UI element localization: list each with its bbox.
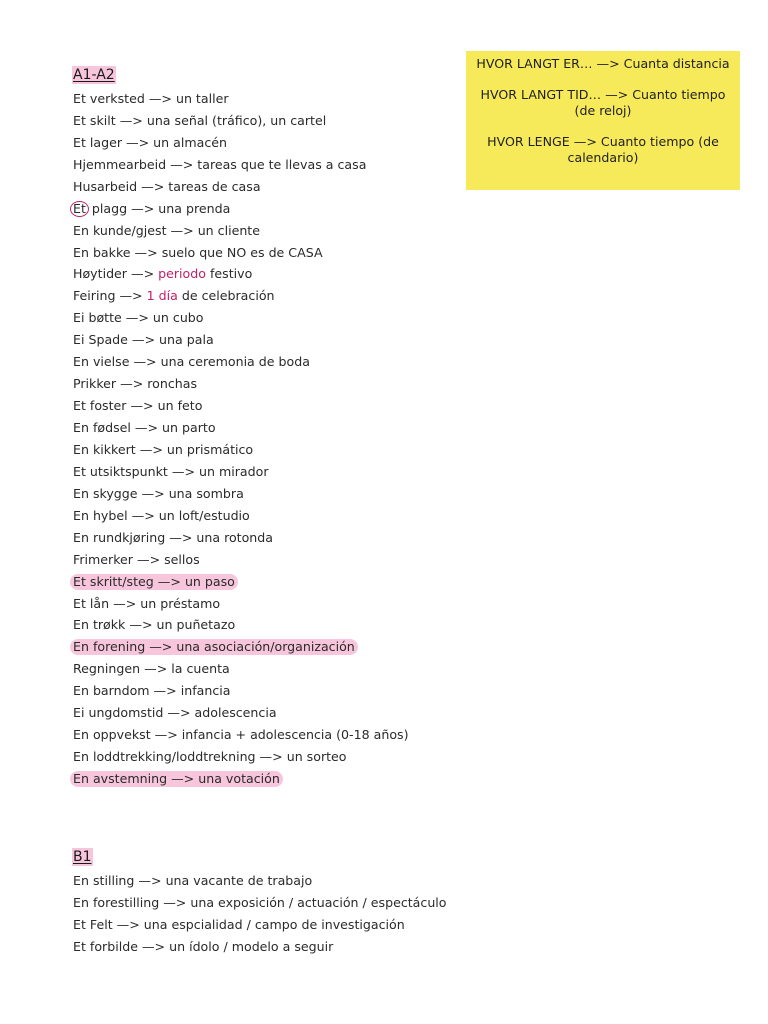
vocab-entry-circled — [72, 198, 410, 220]
vocab-entry: Et lån —> un préstamo — [73, 595, 221, 611]
vocab-entry-text: Høytider —> — [73, 266, 159, 282]
circled-article: Et — [70, 201, 89, 217]
vocab-entry: Ei ungdomstid —> adolescencia — [73, 705, 277, 721]
vocab-entry: Et Felt —> una espcialidad / campo de investigación — [73, 916, 405, 932]
vocab-entry-text: festivo — [205, 266, 253, 282]
section-heading-b1: B1 — [73, 849, 92, 865]
accent-word: 1 día — [146, 288, 178, 304]
vocab-entry: En hybel —> un loft/estudio — [73, 507, 250, 523]
note-line: HVOR LANGT TID… —> Cuanto tiempo (de reloj) — [480, 87, 726, 118]
vocab-entry-text: plagg —> una prenda — [87, 200, 231, 216]
vocab-list-b1 — [72, 870, 448, 958]
vocab-entry: En loddtrekking/loddtrekning —> un sorteo — [73, 749, 347, 765]
vocab-entry: En oppvekst —> infancia + adolescencia (0-18 años) — [73, 727, 409, 743]
vocab-entry-accented — [72, 264, 410, 286]
vocab-entry: Ei Spade —> una pala — [73, 332, 214, 348]
note-line: HVOR LANGT ER… —> Cuanta distancia — [476, 56, 730, 71]
vocab-entry: Et foster —> un feto — [73, 398, 203, 414]
vocab-list-a1-a2 — [72, 88, 410, 790]
vocab-entry: Et forbilde —> un ídolo / modelo a seguir — [73, 938, 334, 954]
vocab-entry: Frimerker —> sellos — [73, 551, 200, 567]
vocab-entry: En kikkert —> un prismático — [73, 441, 254, 457]
vocab-entry: En fødsel —> un parto — [73, 420, 216, 436]
vocab-entry-accented — [72, 285, 410, 307]
vocab-entry: En kunde/gjest —> un cliente — [73, 222, 260, 238]
note-line: HVOR LENGE —> Cuanto tiempo (de calendario) — [487, 134, 719, 165]
vocab-entry: En vielse —> una ceremonia de boda — [73, 354, 310, 370]
vocab-entry: Et skilt —> una señal (tráfico), un cartel — [73, 112, 327, 128]
vocab-entry-text: de celebración — [177, 288, 275, 304]
vocab-entry: En bakke —> suelo que NO es de CASA — [73, 244, 323, 260]
vocab-entry: En trøkk —> un puñetazo — [73, 617, 236, 633]
vocab-entry-highlighted: En forening —> una asociación/organización — [72, 636, 410, 658]
vocab-entry: Husarbeid —> tareas de casa — [73, 178, 261, 194]
vocab-entry-highlighted: Et skritt/steg —> un paso — [72, 571, 410, 593]
vocab-entry: Regningen —> la cuenta — [73, 661, 230, 677]
vocab-entry: Et lager —> un almacén — [73, 134, 228, 150]
vocab-entry: Et verksted —> un taller — [73, 90, 229, 106]
vocab-entry: En barndom —> infancia — [73, 683, 231, 699]
vocab-entry-highlighted: En avstemning —> una votación — [72, 768, 410, 790]
vocab-entry-text: Feiring —> — [73, 288, 147, 304]
accent-word: periodo — [158, 266, 206, 282]
sticky-note — [466, 51, 740, 190]
vocab-entry: En stilling —> una vacante de trabajo — [73, 872, 313, 888]
vocab-entry: Et utsiktspunkt —> un mirador — [73, 463, 269, 479]
vocab-entry: En rundkjøring —> una rotonda — [73, 529, 274, 545]
vocab-entry: Ei bøtte —> un cubo — [73, 310, 204, 326]
section-heading-a1-a2: A1-A2 — [73, 67, 115, 83]
vocab-entry: Prikker —> ronchas — [73, 376, 198, 392]
vocab-entry: En skygge —> una sombra — [73, 485, 244, 501]
vocab-entry: Hjemmearbeid —> tareas que te llevas a casa — [73, 156, 367, 172]
vocab-entry: En forestilling —> una exposición / actuación / espectáculo — [73, 894, 447, 910]
